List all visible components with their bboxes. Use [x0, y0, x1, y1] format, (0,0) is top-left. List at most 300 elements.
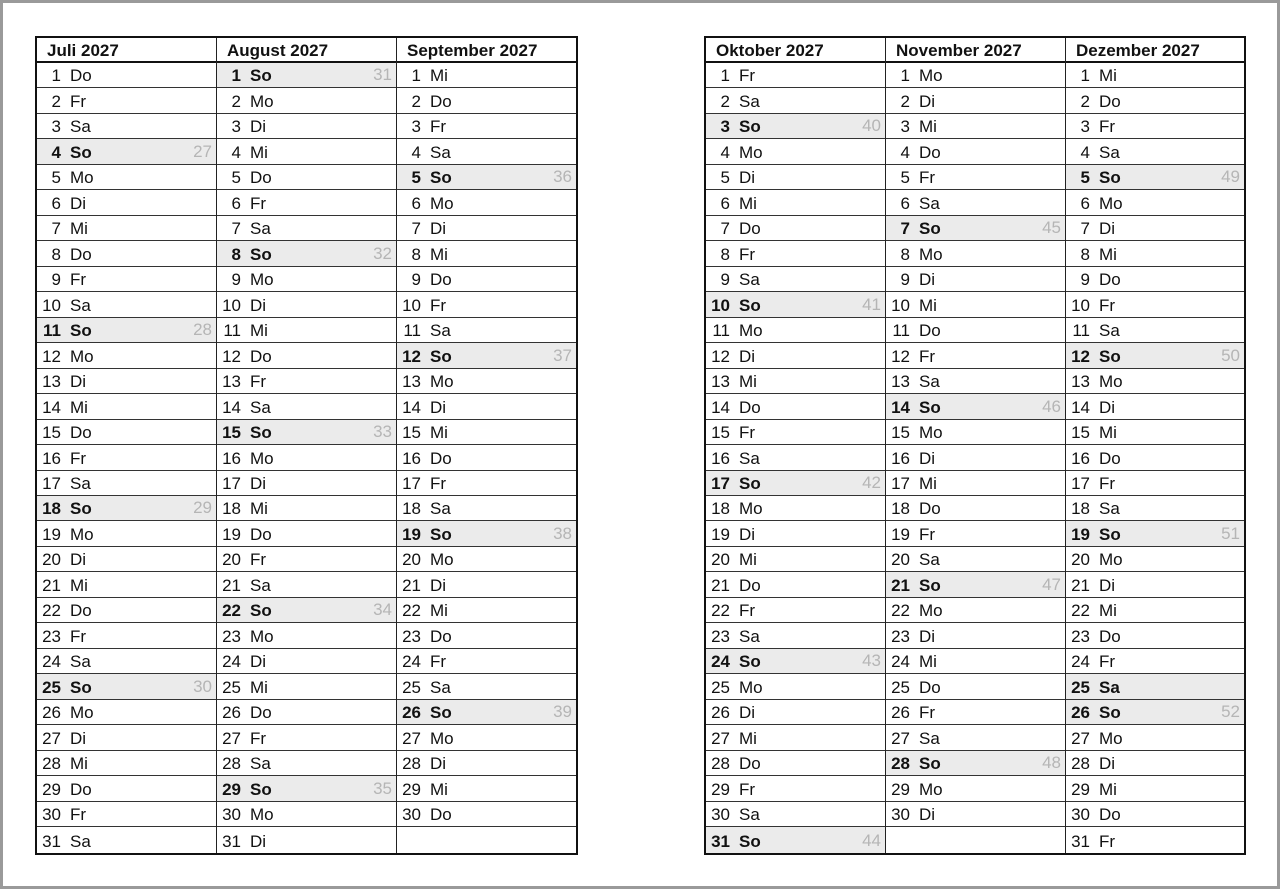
day-row: [217, 318, 396, 343]
day-number: 20: [222, 550, 241, 570]
day-number: 13: [711, 372, 730, 392]
day-row: [217, 114, 396, 139]
weekday: Fr: [1099, 473, 1116, 493]
day-row: [1066, 139, 1244, 164]
day-number: 21: [891, 575, 910, 595]
weekday: Di: [919, 448, 936, 468]
day-number: 10: [891, 295, 910, 315]
weekday: Di: [70, 372, 87, 392]
week-number: 34: [373, 600, 392, 620]
day-number: 7: [231, 219, 241, 239]
day-number: 28: [1071, 754, 1090, 774]
weekday: Sa: [739, 270, 760, 290]
day-row: [397, 547, 576, 572]
day-row: [217, 241, 396, 266]
day-row: [706, 267, 885, 292]
weekday: Fr: [430, 652, 447, 672]
day-row: [886, 165, 1065, 190]
day-row: [37, 725, 216, 750]
day-row: [706, 114, 885, 139]
day-row: [37, 776, 216, 801]
day-row: [706, 751, 885, 776]
day-number: 17: [402, 473, 421, 493]
day-number: 25: [42, 677, 61, 697]
day-number: 16: [222, 448, 241, 468]
weekday: Sa: [430, 321, 451, 341]
month-header: September 2027: [397, 38, 576, 63]
day-row: [1066, 572, 1244, 597]
weekday: Fr: [430, 473, 447, 493]
day-number: 4: [231, 142, 241, 162]
day-row: [37, 343, 216, 368]
day-row: [37, 318, 216, 343]
day-row: [397, 521, 576, 546]
day-row: [886, 343, 1065, 368]
day-number: 24: [711, 652, 730, 672]
day-number: 29: [711, 779, 730, 799]
day-number: 31: [222, 831, 241, 851]
day-row: [37, 547, 216, 572]
week-number: 52: [1221, 702, 1240, 722]
week-number: 42: [862, 472, 881, 492]
day-number: 15: [711, 423, 730, 443]
weekday: Mo: [1099, 728, 1123, 748]
weekday: So: [430, 346, 452, 366]
day-row: [1066, 114, 1244, 139]
week-number: 39: [553, 702, 572, 722]
day-number: 9: [720, 270, 730, 290]
day-row: [397, 623, 576, 648]
day-number: 29: [42, 779, 61, 799]
weekday: Mo: [430, 550, 454, 570]
week-number: 35: [373, 778, 392, 798]
day-row: [886, 547, 1065, 572]
weekday: Mo: [430, 728, 454, 748]
day-row: [706, 88, 885, 113]
weekday: Do: [1099, 448, 1121, 468]
weekday: Fr: [739, 66, 756, 86]
day-number: 11: [712, 321, 730, 341]
weekday: Sa: [739, 805, 760, 825]
week-number: 43: [862, 651, 881, 671]
day-row: [1066, 190, 1244, 215]
day-number: 27: [42, 728, 61, 748]
weekday: Di: [250, 295, 267, 315]
weekday: So: [739, 117, 761, 137]
day-row: [1066, 165, 1244, 190]
day-number: 20: [42, 550, 61, 570]
day-row: [886, 241, 1065, 266]
day-number: 8: [51, 244, 61, 264]
weekday: So: [250, 244, 272, 264]
weekday: Do: [250, 346, 272, 366]
day-number: 11: [892, 321, 910, 341]
day-number: 30: [711, 805, 730, 825]
month-header: November 2027: [886, 38, 1065, 63]
day-row: [37, 369, 216, 394]
day-number: 4: [900, 142, 910, 162]
weekday: So: [739, 295, 761, 315]
day-number: 22: [222, 601, 241, 621]
weekday: Fr: [250, 372, 267, 392]
day-number: 6: [231, 193, 241, 213]
week-number: 29: [193, 498, 212, 518]
weekday: Mi: [1099, 779, 1117, 799]
day-number: 4: [411, 142, 421, 162]
day-row: [397, 343, 576, 368]
day-row: [217, 139, 396, 164]
day-row: [1066, 802, 1244, 827]
day-row: [217, 216, 396, 241]
day-number: 17: [891, 473, 910, 493]
weekday: Sa: [739, 448, 760, 468]
day-row: [886, 267, 1065, 292]
day-row: [1066, 63, 1244, 88]
week-number: 49: [1221, 167, 1240, 187]
weekday: Do: [919, 677, 941, 697]
day-number: 11: [223, 321, 241, 341]
day-row: [397, 216, 576, 241]
day-number: 3: [51, 117, 61, 137]
day-row: [217, 496, 396, 521]
weekday: Sa: [430, 677, 451, 697]
day-row: [706, 674, 885, 699]
week-number: 33: [373, 422, 392, 442]
weekday: Mo: [1099, 550, 1123, 570]
day-number: 9: [900, 270, 910, 290]
day-row: [217, 63, 396, 88]
day-number: 12: [891, 346, 910, 366]
day-number: 20: [1071, 550, 1090, 570]
day-row: [1066, 700, 1244, 725]
day-number: 28: [222, 754, 241, 774]
day-number: 16: [891, 448, 910, 468]
day-number: 26: [222, 703, 241, 723]
day-number: 5: [1080, 168, 1090, 188]
weekday: Mi: [70, 575, 88, 595]
weekday: Do: [1099, 805, 1121, 825]
day-number: 7: [900, 219, 910, 239]
weekday: Di: [919, 91, 936, 111]
weekday: Mo: [919, 423, 943, 443]
day-number: 14: [891, 397, 910, 417]
day-row: [1066, 292, 1244, 317]
weekday: Mo: [70, 703, 94, 723]
weekday: So: [70, 321, 92, 341]
day-number: 12: [711, 346, 730, 366]
day-row: [706, 598, 885, 623]
weekday: Sa: [1099, 321, 1120, 341]
day-row: [1066, 674, 1244, 699]
day-row: [397, 63, 576, 88]
weekday: Fr: [430, 295, 447, 315]
weekday: Fr: [739, 779, 756, 799]
day-row: [217, 420, 396, 445]
day-number: 29: [402, 779, 421, 799]
day-number: 6: [411, 193, 421, 213]
day-row: [37, 241, 216, 266]
weekday: Di: [430, 754, 447, 774]
day-row: [397, 445, 576, 470]
day-number: 26: [42, 703, 61, 723]
day-row: [37, 827, 216, 852]
weekday: Mo: [430, 372, 454, 392]
weekday: Mi: [250, 321, 268, 341]
weekday: Sa: [1099, 142, 1120, 162]
weekday: So: [250, 601, 272, 621]
day-number: 17: [222, 473, 241, 493]
day-number: 27: [222, 728, 241, 748]
week-number: 30: [193, 676, 212, 696]
day-row: [886, 292, 1065, 317]
day-row: [217, 471, 396, 496]
weekday: Di: [250, 117, 267, 137]
weekday: Fr: [919, 168, 936, 188]
day-number: 15: [42, 423, 61, 443]
weekday: Mi: [430, 244, 448, 264]
day-row: [37, 572, 216, 597]
day-row: [397, 241, 576, 266]
week-number: 37: [553, 345, 572, 365]
weekday: Di: [70, 550, 87, 570]
day-number: 1: [1080, 66, 1090, 86]
day-row: [217, 369, 396, 394]
day-number: 27: [402, 728, 421, 748]
weekday: So: [739, 831, 761, 851]
weekday: Mo: [250, 448, 274, 468]
day-row: [217, 445, 396, 470]
day-row: [397, 725, 576, 750]
day-number: 18: [891, 499, 910, 519]
day-number: 7: [1080, 219, 1090, 239]
day-row: [37, 292, 216, 317]
day-number: 10: [222, 295, 241, 315]
day-row: [706, 700, 885, 725]
weekday: Fr: [250, 728, 267, 748]
day-number: 5: [231, 168, 241, 188]
day-number: 24: [891, 652, 910, 672]
day-row: [886, 674, 1065, 699]
day-number: 20: [891, 550, 910, 570]
day-row: [217, 623, 396, 648]
day-number: 13: [891, 372, 910, 392]
day-number: 23: [222, 626, 241, 646]
weekday: Di: [430, 575, 447, 595]
day-row: [886, 521, 1065, 546]
week-number: 38: [553, 523, 572, 543]
day-row: [1066, 725, 1244, 750]
weekday: Do: [739, 397, 761, 417]
day-row: [706, 292, 885, 317]
day-row: [217, 165, 396, 190]
month-column: [1066, 38, 1244, 853]
day-number: 5: [900, 168, 910, 188]
day-number: 24: [1071, 652, 1090, 672]
day-number: 18: [42, 499, 61, 519]
day-row: [1066, 88, 1244, 113]
day-number: 31: [42, 831, 61, 851]
day-number: 22: [711, 601, 730, 621]
weekday: Mi: [739, 193, 757, 213]
day-row: [1066, 216, 1244, 241]
day-number: 11: [43, 321, 61, 341]
day-number: 27: [711, 728, 730, 748]
day-row: [37, 700, 216, 725]
day-row: [886, 496, 1065, 521]
day-number: 23: [711, 626, 730, 646]
day-row: [886, 63, 1065, 88]
weekday: Do: [70, 601, 92, 621]
weekday: Do: [919, 499, 941, 519]
day-row: [886, 700, 1065, 725]
day-row: [1066, 649, 1244, 674]
weekday: Mo: [919, 779, 943, 799]
weekday: So: [430, 168, 452, 188]
weekday: Mo: [739, 499, 763, 519]
week-number: 40: [862, 116, 881, 136]
day-number: 20: [711, 550, 730, 570]
day-number: 23: [42, 626, 61, 646]
weekday: Do: [250, 703, 272, 723]
day-row: [397, 471, 576, 496]
day-number: 5: [51, 168, 61, 188]
day-number: 2: [720, 91, 730, 111]
day-row: [397, 751, 576, 776]
weekday: Di: [250, 831, 267, 851]
day-number: 25: [711, 677, 730, 697]
day-number: 19: [891, 524, 910, 544]
day-number: 14: [402, 397, 421, 417]
day-row: [217, 547, 396, 572]
day-number: 8: [720, 244, 730, 264]
day-number: 19: [1071, 524, 1090, 544]
weekday: Mi: [250, 499, 268, 519]
day-row: [706, 216, 885, 241]
day-number: 27: [1071, 728, 1090, 748]
day-number: 2: [231, 91, 241, 111]
day-row: [886, 88, 1065, 113]
day-row: [886, 114, 1065, 139]
weekday: Do: [739, 219, 761, 239]
day-row: [397, 369, 576, 394]
day-row: [37, 88, 216, 113]
day-number: 22: [891, 601, 910, 621]
weekday: Do: [919, 142, 941, 162]
weekday: Fr: [1099, 117, 1116, 137]
day-row: [37, 63, 216, 88]
weekday: Mi: [1099, 244, 1117, 264]
day-row: [37, 190, 216, 215]
weekday: Do: [430, 91, 452, 111]
day-row: [37, 674, 216, 699]
day-number: 15: [1071, 423, 1090, 443]
day-number: 22: [1071, 601, 1090, 621]
day-number: 3: [411, 117, 421, 137]
day-row: [886, 420, 1065, 445]
day-number: 14: [1071, 397, 1090, 417]
weekday: Sa: [919, 193, 940, 213]
weekday: Fr: [70, 626, 87, 646]
day-row: [397, 496, 576, 521]
day-number: 24: [222, 652, 241, 672]
day-number: 10: [402, 295, 421, 315]
weekday: Do: [70, 423, 92, 443]
day-row: [706, 343, 885, 368]
day-row: [37, 496, 216, 521]
month-header: Oktober 2027: [706, 38, 885, 63]
weekday: Do: [250, 168, 272, 188]
day-row: [217, 827, 396, 852]
day-row: [217, 267, 396, 292]
month-column: [37, 38, 217, 853]
weekday: Mi: [250, 677, 268, 697]
week-number: 41: [862, 294, 881, 314]
day-row: [217, 394, 396, 419]
day-number: 10: [1071, 295, 1090, 315]
weekday: Sa: [70, 652, 91, 672]
weekday: Mi: [739, 550, 757, 570]
day-number: 12: [222, 346, 241, 366]
weekday: Do: [70, 66, 92, 86]
day-number: 12: [42, 346, 61, 366]
weekday: Fr: [739, 244, 756, 264]
weekday: So: [1099, 703, 1121, 723]
weekday: So: [70, 142, 92, 162]
weekday: Mo: [250, 91, 274, 111]
day-number: 3: [231, 117, 241, 137]
weekday: Di: [430, 397, 447, 417]
weekday: Do: [919, 321, 941, 341]
day-number: 11: [1072, 321, 1090, 341]
week-number: 46: [1042, 396, 1061, 416]
day-row: [706, 521, 885, 546]
day-row: [37, 471, 216, 496]
day-row: [886, 369, 1065, 394]
weekday: Di: [739, 703, 756, 723]
weekday: Fr: [739, 423, 756, 443]
weekday: Mo: [919, 244, 943, 264]
day-number: 17: [711, 473, 730, 493]
weekday: Di: [1099, 219, 1116, 239]
weekday: Mi: [430, 423, 448, 443]
day-number: 9: [1080, 270, 1090, 290]
weekday: Mi: [1099, 423, 1117, 443]
day-row: [397, 700, 576, 725]
weekday: Mo: [1099, 193, 1123, 213]
day-row: [706, 318, 885, 343]
weekday: Mi: [919, 295, 937, 315]
day-row: [706, 802, 885, 827]
weekday: Sa: [250, 397, 271, 417]
weekday: So: [919, 219, 941, 239]
weekday: So: [430, 703, 452, 723]
day-row: [706, 420, 885, 445]
day-row: [397, 674, 576, 699]
day-row: [397, 190, 576, 215]
day-number: 4: [51, 142, 61, 162]
weekday: Sa: [70, 295, 91, 315]
day-row: [1066, 547, 1244, 572]
day-number: 30: [402, 805, 421, 825]
day-number: 21: [42, 575, 61, 595]
day-row: [37, 420, 216, 445]
day-row: [37, 445, 216, 470]
weekday: Di: [739, 346, 756, 366]
day-row: [706, 165, 885, 190]
weekday: Sa: [250, 219, 271, 239]
day-number: 18: [222, 499, 241, 519]
weekday: Mi: [430, 601, 448, 621]
